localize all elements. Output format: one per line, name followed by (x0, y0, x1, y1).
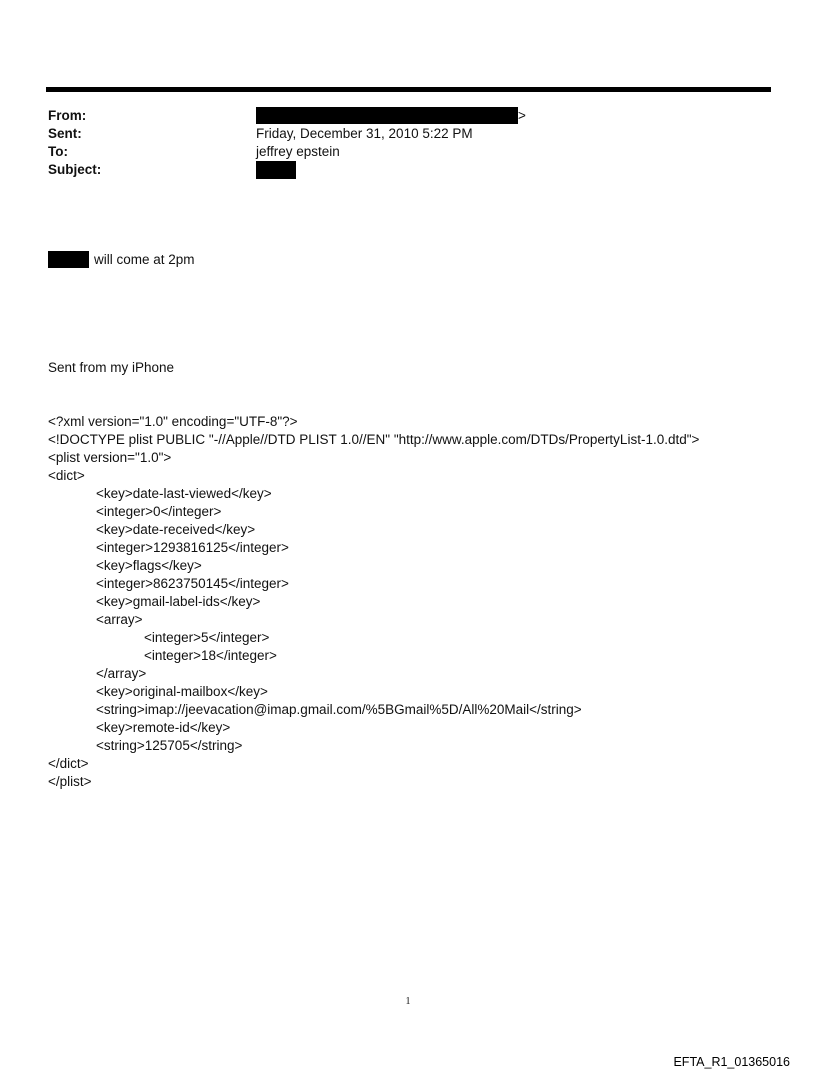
xml-line: <key>original-mailbox</key> (96, 684, 268, 699)
from-row (48, 107, 768, 125)
page-number: 1 (405, 996, 411, 1007)
xml-line: <array> (96, 612, 143, 627)
xml-line: <key>gmail-label-ids</key> (96, 594, 261, 609)
from-label: From: (48, 108, 87, 123)
subject-label: Subject: (48, 162, 102, 177)
blank-line (48, 305, 788, 323)
message-line (48, 251, 788, 269)
subject-row (48, 161, 768, 179)
redaction-block (256, 107, 518, 124)
header-rule (46, 87, 771, 92)
xml-line: <integer>8623750145</integer> (96, 576, 289, 591)
xml-line: <integer>1293816125</integer> (96, 540, 289, 555)
to-value: jeffrey epstein (256, 144, 340, 159)
from-value (256, 107, 526, 125)
email-header (48, 107, 768, 179)
document-id: EFTA_R1_01365016 (673, 1055, 790, 1069)
to-row (48, 143, 768, 161)
xml-line: <integer>0</integer> (96, 504, 222, 519)
signature-line: Sent from my iPhone (48, 360, 175, 375)
email-body (48, 215, 788, 809)
xml-line: <dict> (48, 468, 85, 483)
from-value-suffix: > (518, 108, 526, 123)
xml-line: <plist version="1.0"> (48, 450, 172, 465)
to-label: To: (48, 144, 68, 159)
xml-line: <integer>5</integer> (144, 630, 270, 645)
redaction-block (48, 251, 89, 268)
xml-line: <integer>18</integer> (144, 648, 277, 663)
xml-line: <!DOCTYPE plist PUBLIC "-//Apple//DTD PLIST 1.0//EN" "http://www.apple.com/DTDs/PropertyList-1.0.dtd"> (48, 432, 700, 447)
xml-line: </array> (96, 666, 147, 681)
xml-line: <key>date-last-viewed</key> (96, 486, 272, 501)
plist-xml-block (48, 413, 788, 791)
xml-line: <key>date-received</key> (96, 522, 256, 537)
xml-line: <key>flags</key> (96, 558, 202, 573)
subject-value (256, 161, 296, 179)
xml-line: </plist> (48, 774, 92, 789)
xml-line: <key>remote-id</key> (96, 720, 231, 735)
sent-value: Friday, December 31, 2010 5:22 PM (256, 126, 473, 141)
sent-row (48, 125, 768, 143)
message-text: will come at 2pm (94, 252, 195, 267)
xml-line: <string>imap://jeevacation@imap.gmail.com/%5BGmail%5D/All%20Mail</string> (96, 702, 582, 717)
sent-label: Sent: (48, 126, 82, 141)
redaction-block (256, 161, 296, 179)
xml-line: </dict> (48, 756, 89, 771)
xml-line: <string>125705</string> (96, 738, 243, 753)
xml-line: <?xml version="1.0" encoding="UTF-8"?> (48, 414, 298, 429)
